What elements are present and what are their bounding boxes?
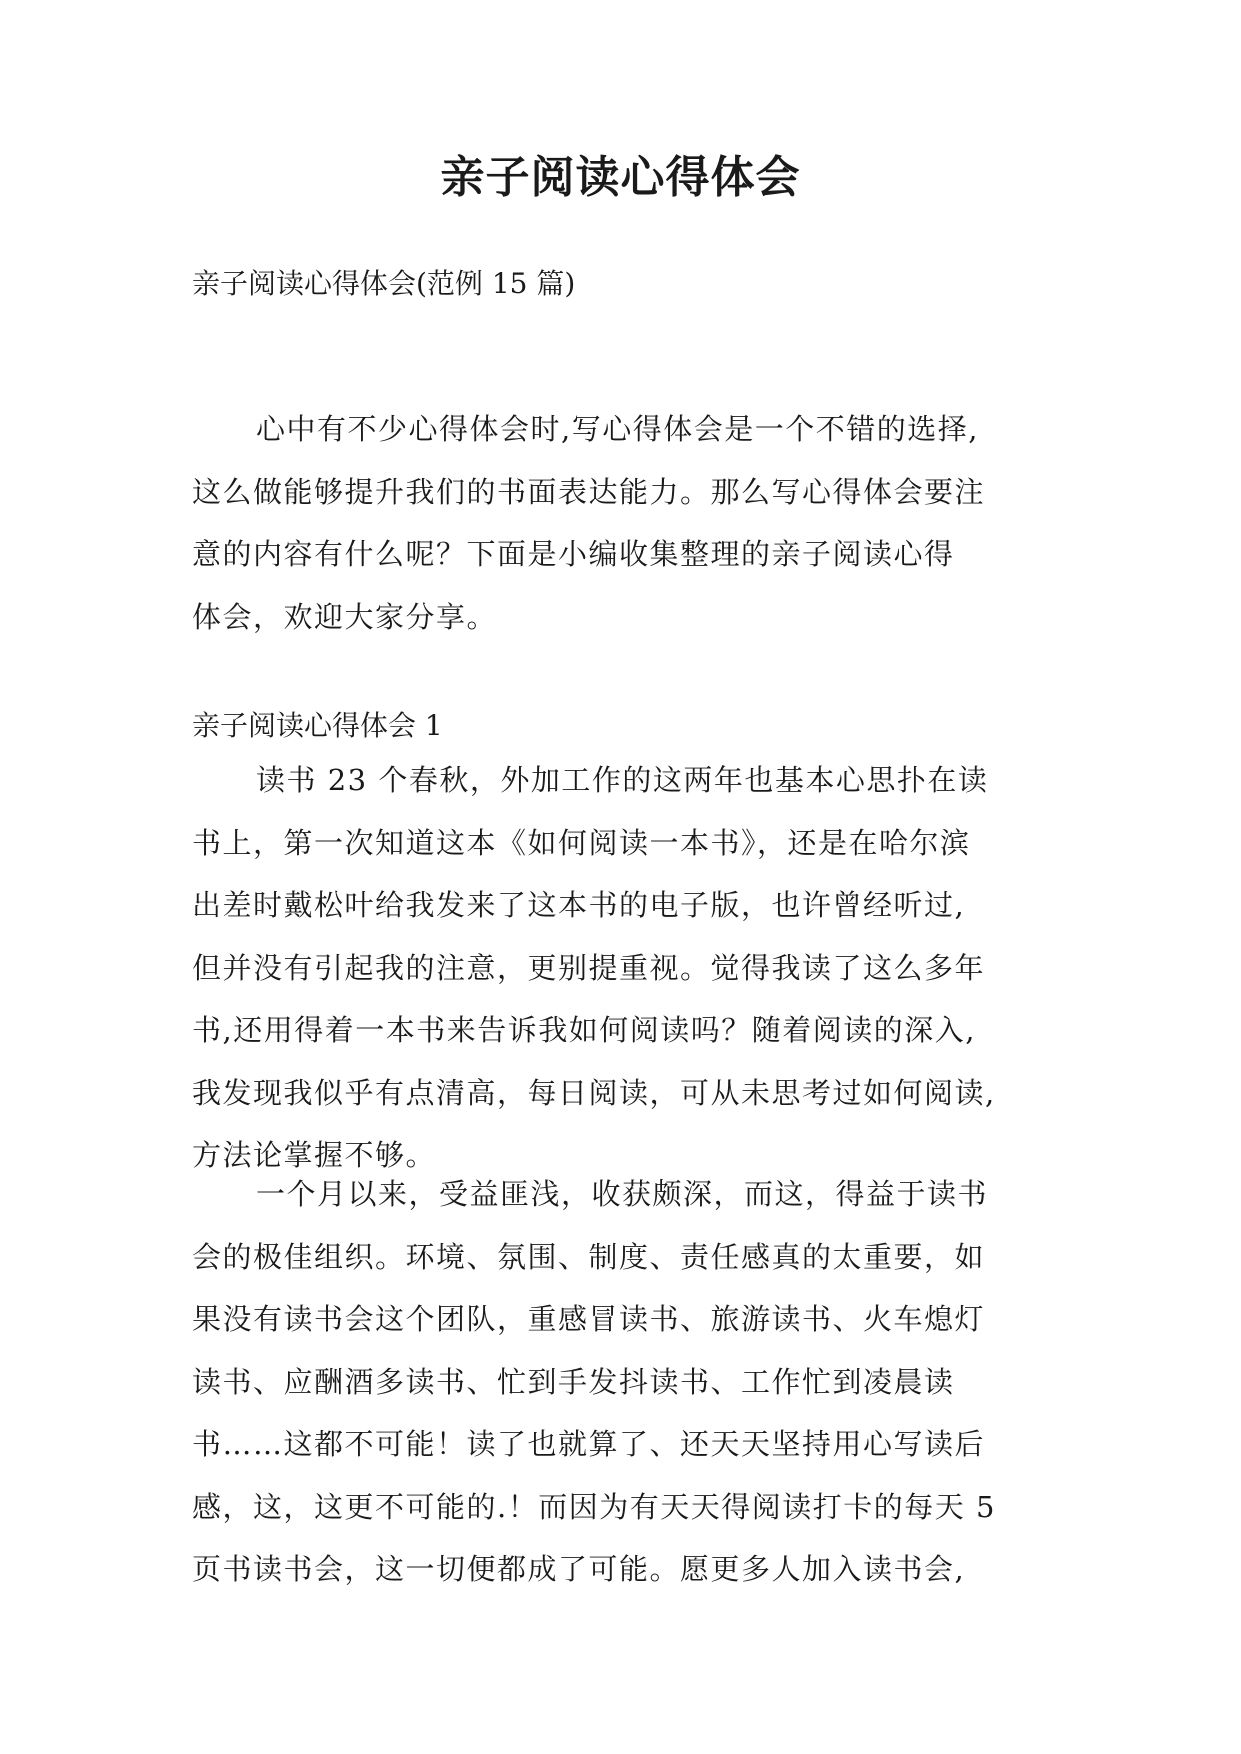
intro-line: 心中有不少心得体会时,写心得体会是一个不错的选择, [256, 412, 979, 446]
paragraph-line: 页书读书会，这一切便都成了可能。愿更多人加入读书会, [192, 1552, 966, 1586]
document-subtitle: 亲子阅读心得体会(范例 15 篇) [192, 267, 576, 300]
paragraph-line: 出差时戴松叶给我发来了这本书的电子版，也许曾经听过, [192, 888, 966, 922]
paragraph-line: 但并没有引起我的注意，更别提重视。觉得我读了这么多年 [192, 950, 986, 985]
body-paragraph-1 [192, 749, 1060, 1187]
paragraph-line: 读书 23 个春秋，外加工作的这两年也基本心思扑在读 [256, 763, 989, 797]
document-title: 亲子阅读心得体会 [440, 152, 801, 203]
intro-line: 体会，欢迎大家分享。 [192, 599, 498, 634]
intro-line: 意的内容有什么呢？下面是小编收集整理的亲子阅读心得 [192, 537, 955, 571]
paragraph-line: 感，这，这更不可能的.！而因为有天天得阅读打卡的每天 5 [192, 1489, 996, 1524]
intro-line: 这么做能够提升我们的书面表达能力。那么写心得体会要注 [192, 474, 986, 509]
paragraph-line: 一个月以来，受益匪浅，收获颇深，而这，得益于读书 [256, 1177, 989, 1211]
paragraph-line: 书,还用得着一本书来告诉我如何阅读吗？随着阅读的深入, [192, 1013, 976, 1047]
section-heading: 亲子阅读心得体会 1 [192, 709, 443, 742]
paragraph-line: 读书、应酬酒多读书、忙到手发抖读书、工作忙到凌晨读 [192, 1364, 955, 1399]
paragraph-line: 书上，第一次知道这本《如何阅读一本书》，还是在哈尔滨 [192, 825, 971, 860]
paragraph-line: 会的极佳组织。环境、氛围、制度、责任感真的太重要，如 [192, 1239, 986, 1274]
paragraph-line: 我发现我似乎有点清高，每日阅读，可从未思考过如何阅读, [192, 1075, 996, 1110]
paragraph-line: 书……这都不可能！读了也就算了、还天天坚持用心写读后 [192, 1427, 986, 1461]
paragraph-line: 果没有读书会这个团队，重感冒读书、旅游读书、火车熄灯 [192, 1302, 986, 1336]
intro-paragraph [192, 398, 1060, 648]
paragraph-line: 方法论掌握不够。 [192, 1138, 437, 1172]
body-paragraph-2 [192, 1163, 1060, 1601]
